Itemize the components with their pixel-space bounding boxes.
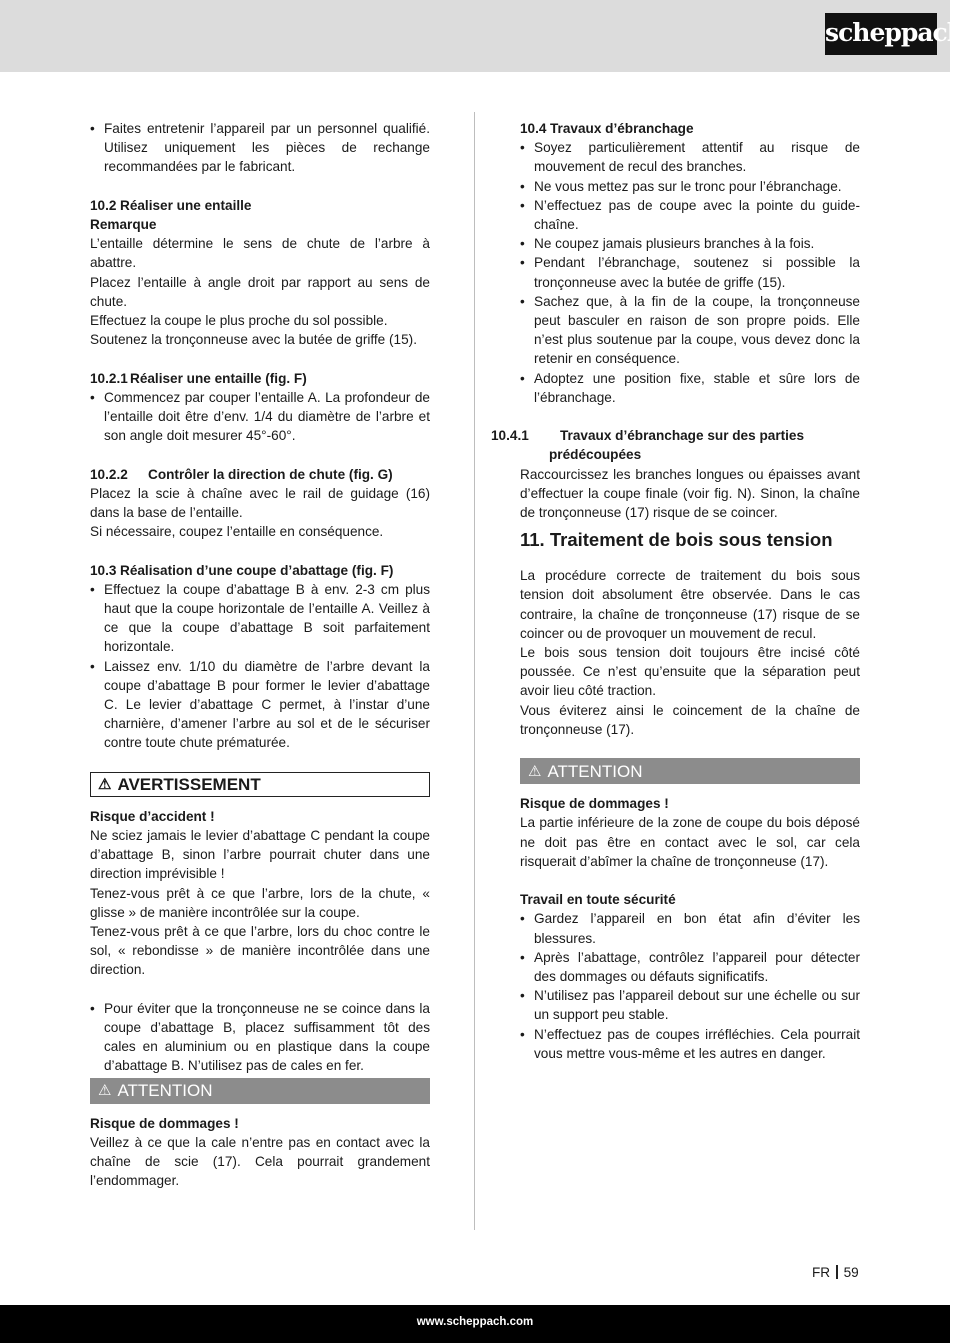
risk-label: Risque de dommages !	[90, 1115, 239, 1131]
paragraph: Placez l’entaille à angle droit par rapport au sens de chute.	[90, 274, 430, 309]
paragraph: Le bois sous tension doit toujours être incisé côté poussée. Ce n’est qu’ensuite que la séparation peut avoir lieu côté traction.	[520, 645, 860, 699]
list-item: • Pour éviter que la tronçonneuse ne se coince dans la coupe d’abattage B, placez suffisamment tôt des cales en aluminium ou en plastique dans la coupe d’abattage B. N’utilisez pas de cales en fer.	[90, 999, 430, 1076]
section-10-2-1-heading: 10.2.1 Réaliser une entaille (fig. F)	[90, 370, 307, 386]
list-item: • Adoptez une position fixe, stable et sûre lors de l’ébranchage.	[520, 369, 860, 407]
section-10-2-heading: 10.2 Réaliser une entaille	[90, 197, 252, 213]
header-bar	[0, 0, 950, 72]
list-item: • N’effectuez pas de coupes irréfléchies. Cela pourrait vous mettre vous-même et les autres en danger.	[520, 1025, 860, 1063]
list-item: • Ne vous mettez pas sur le tronc pour l’ébranchage.	[520, 177, 860, 196]
column-divider	[474, 112, 475, 1230]
section-10-3-heading: 10.3 Réalisation d’une coupe d’abattage (fig. F)	[90, 562, 394, 578]
section-10-4-list	[520, 138, 860, 407]
page-separator	[836, 1265, 838, 1279]
section-10-4-heading: 10.4 Travaux d’ébranchage	[520, 121, 694, 136]
page-number	[812, 1265, 859, 1280]
paragraph: L’entaille détermine le sens de chute de l’arbre à abattre.	[90, 236, 430, 271]
list-item: • Laissez env. 1/10 du diamètre de l’arbre devant la coupe d’abattage B pour former le levier d’abattage C. Le levier d’abattage C permet, à l’instar d’une charnière, d’amener l’arbre au sol et de le sécuriser contre toute chute prématurée.	[90, 657, 430, 753]
section-10-4-1-heading: 10.4.1 Travaux d’ébranchage sur des parties prédécoupées	[491, 428, 805, 463]
footer-bar	[0, 1305, 950, 1343]
scheppach-logo: scheppach	[825, 13, 937, 55]
paragraph: La procédure correcte de traitement du bois sous tension doit absolument être observée. Dans le cas contraire, la chaîne de tronçonneuse (17) risque de se coincer ou de provoquer un mouvement de recul.	[520, 568, 860, 641]
attention-label: ATTENTION	[117, 1081, 213, 1101]
warning-list	[90, 999, 430, 1076]
list-item: • N’utilisez pas l’appareil debout sur une échelle ou sur un support peu stable.	[520, 986, 860, 1024]
warning-box	[90, 772, 430, 797]
remark-label: Remarque	[90, 217, 157, 232]
section-10-2-1-list	[90, 388, 430, 446]
intro-list	[90, 119, 430, 177]
list-item: • Soyez particulièrement attentif au risque de mouvement de recul des branches.	[520, 138, 860, 176]
paragraph: Effectuez la coupe le plus proche du sol possible.	[90, 313, 388, 329]
paragraph: Vous éviterez ainsi le coincement de la chaîne de tronçonneuse (17).	[520, 702, 860, 737]
risk-label: Risque de dommages !	[520, 796, 669, 812]
section-10-2-2-heading: 10.2.2 Contrôler la direction de chute (fig. G)	[90, 466, 393, 482]
safety-heading: Travail en toute sécurité	[520, 892, 676, 908]
warning-label: AVERTISSEMENT	[117, 774, 261, 794]
paragraph: Ne sciez jamais le levier d’abattage C pendant la coupe d’abattage B, sinon l’arbre pourrait chuter dans une direction imprévisible !	[90, 828, 430, 882]
warning-triangle-icon: ⚠	[528, 762, 542, 780]
attention-box	[90, 1078, 430, 1104]
paragraph: Tenez-vous prêt à ce que l’arbre, lors du choc contre le sol, « rebondisse » de manière incontrôlée dans une direction.	[90, 924, 430, 978]
warning-triangle-icon: ⚠	[98, 1082, 112, 1100]
list-item: • Gardez l’appareil en bon état afin d’éviter les blessures.	[520, 909, 860, 947]
list-item: • Pendant l’ébranchage, soutenez si possible la tronçonneuse avec la butée de griffe (15).	[520, 253, 860, 291]
section-11-heading: 11. Traitement de bois sous tension	[520, 529, 833, 551]
warning-triangle-icon: ⚠	[98, 775, 112, 793]
safety-list	[520, 909, 860, 1063]
section-10-3-list	[90, 580, 430, 753]
right-column	[491, 119, 860, 1063]
list-item: • Sachez que, à la fin de la coupe, la tronçonneuse peut basculer en raison de son propre poids. Elle n’est plus soutenue par la coupe, vous devez donc la retenir en conséquence.	[520, 292, 860, 369]
paragraph: La partie inférieure de la zone de coupe du bois déposé ne doit pas être en contact avec le sol, car cela risquerait d’abîmer la chaîne de tronçonneuse (17).	[520, 815, 860, 869]
list-item: • Commencez par couper l’entaille A. La profondeur de l’entaille doit être d’env. 1/4 du diamètre de l’arbre et son angle doit mesurer 45°-60°.	[90, 388, 430, 446]
page-number-value: 59	[843, 1265, 859, 1280]
footer-url[interactable]: www.scheppach.com	[416, 1316, 534, 1328]
list-item: • Faites entretenir l’appareil par un personnel qualifié. Utilisez uniquement les pièces de rechange recommandées par le fabricant.	[90, 119, 430, 177]
paragraph: Soutenez la tronçonneuse avec la butée de griffe (15).	[90, 332, 417, 348]
left-column	[90, 119, 430, 1190]
paragraph: Placez la scie à chaîne avec le rail de guidage (16) dans la base de l’entaille.	[90, 485, 430, 521]
list-item: • Après l’abattage, contrôlez l’appareil pour détecter des dommages ou défauts significatifs.	[520, 948, 860, 986]
attention-box	[520, 758, 860, 784]
attention-label: ATTENTION	[547, 761, 643, 781]
list-item: • Ne coupez jamais plusieurs branches à la fois.	[520, 234, 860, 253]
paragraph: Si nécessaire, coupez l’entaille en conséquence.	[90, 524, 384, 540]
paragraph: Raccourcissez les branches longues ou épaisses avant d’effectuer la coupe finale (voir fig. N). Sinon, la chaîne de tronçonneuse (17) risque de se coincer.	[520, 466, 860, 521]
risk-label: Risque d’accident !	[90, 808, 215, 824]
paragraph: Tenez-vous prêt à ce que l’arbre, lors de la chute, « glisse » de manière incontrôlée sur la coupe.	[90, 885, 430, 920]
list-item: • N’effectuez pas de coupe avec la pointe du guide-chaîne.	[520, 196, 860, 234]
list-item: • Effectuez la coupe d’abattage B à env. 2-3 cm plus haut que la coupe horizontale de l’entaille A. Veillez à ce que la coupe d’abattage B soit parfaitement horizontale.	[90, 580, 430, 657]
paragraph: Veillez à ce que la cale n’entre pas en contact avec la chaîne de scie (17). Cela pourrait grandement l’endommager.	[90, 1134, 430, 1189]
language-code: FR	[812, 1265, 831, 1280]
